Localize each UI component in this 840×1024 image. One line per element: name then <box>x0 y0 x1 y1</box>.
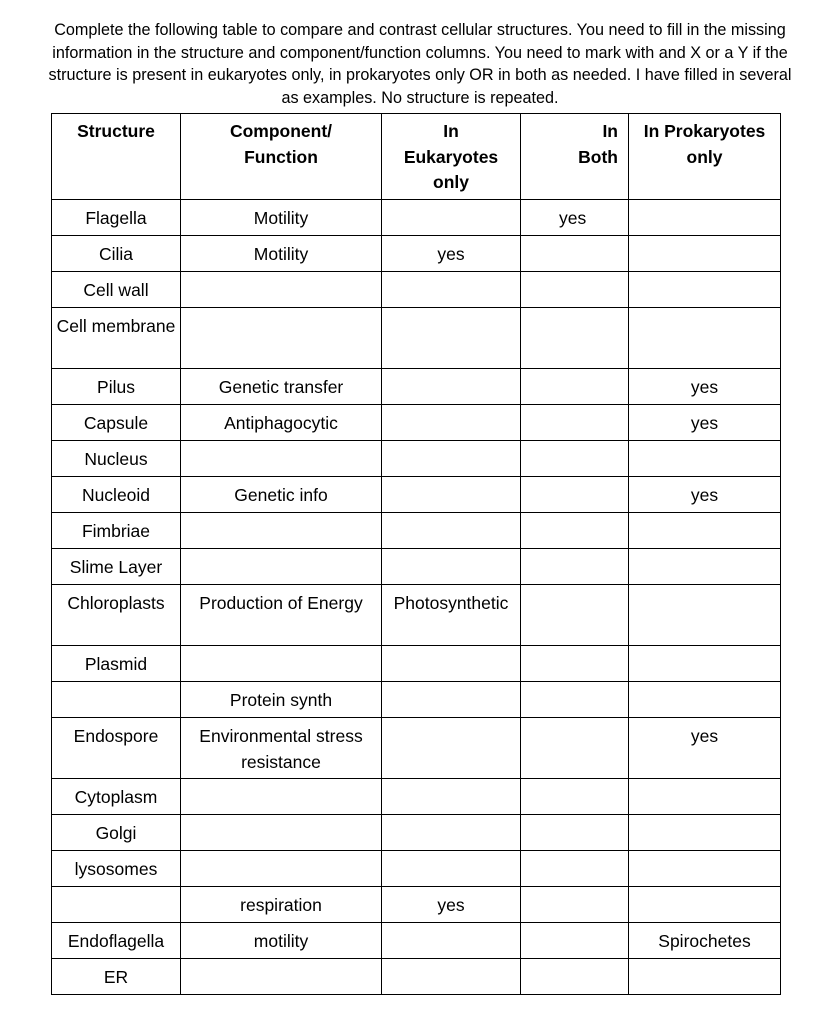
table-row <box>52 405 781 441</box>
cell-structure[interactable]: ER <box>52 959 181 995</box>
cell-prokaryotes[interactable] <box>629 513 781 549</box>
cell-function[interactable]: Motility <box>181 200 382 236</box>
cell-prokaryotes[interactable] <box>629 887 781 923</box>
cell-eukaryotes[interactable] <box>382 405 521 441</box>
table-row <box>52 779 781 815</box>
table-row <box>52 585 781 646</box>
cell-prokaryotes[interactable] <box>629 236 781 272</box>
cell-eukaryotes[interactable]: yes <box>382 887 521 923</box>
cell-eukaryotes[interactable] <box>382 369 521 405</box>
cell-structure[interactable] <box>52 887 181 923</box>
cell-function[interactable] <box>181 779 382 815</box>
cell-function[interactable] <box>181 272 382 308</box>
cell-function[interactable]: Genetic transfer <box>181 369 382 405</box>
cell-structure[interactable]: Flagella <box>52 200 181 236</box>
cell-both[interactable] <box>521 236 629 272</box>
table-row <box>52 851 781 887</box>
cell-both[interactable] <box>521 272 629 308</box>
cell-structure[interactable]: Capsule <box>52 405 181 441</box>
cell-both[interactable] <box>521 477 629 513</box>
cell-structure[interactable]: Golgi <box>52 815 181 851</box>
cell-function[interactable] <box>181 815 382 851</box>
cell-eukaryotes[interactable] <box>382 718 521 779</box>
cell-function[interactable]: Genetic info <box>181 477 382 513</box>
table-row <box>52 441 781 477</box>
cell-function[interactable] <box>181 441 382 477</box>
header-both: In Both <box>521 114 629 200</box>
table-row <box>52 477 781 513</box>
cell-structure[interactable]: Cilia <box>52 236 181 272</box>
cell-function[interactable]: motility <box>181 923 382 959</box>
cell-eukaryotes[interactable] <box>382 923 521 959</box>
cell-prokaryotes[interactable]: Spirochetes <box>629 923 781 959</box>
cell-structure[interactable]: Nucleus <box>52 441 181 477</box>
cell-function[interactable] <box>181 646 382 682</box>
cell-prokaryotes[interactable] <box>629 441 781 477</box>
cell-both[interactable] <box>521 887 629 923</box>
table-row <box>52 308 781 369</box>
cell-both[interactable] <box>521 308 629 369</box>
cell-prokaryotes[interactable] <box>629 200 781 236</box>
table-row <box>52 646 781 682</box>
table-row <box>52 200 781 236</box>
cell-structure[interactable]: Nucleoid <box>52 477 181 513</box>
cell-structure[interactable]: Endoflagella <box>52 923 181 959</box>
cell-function[interactable]: respiration <box>181 887 382 923</box>
cell-both[interactable] <box>521 646 629 682</box>
cell-prokaryotes[interactable] <box>629 272 781 308</box>
table-row <box>52 236 781 272</box>
cell-both[interactable] <box>521 585 629 646</box>
cell-eukaryotes[interactable] <box>382 549 521 585</box>
cell-prokaryotes[interactable] <box>629 549 781 585</box>
cell-both[interactable] <box>521 923 629 959</box>
cell-eukaryotes[interactable] <box>382 200 521 236</box>
cell-structure[interactable]: Plasmid <box>52 646 181 682</box>
cell-function[interactable] <box>181 513 382 549</box>
cell-eukaryotes[interactable] <box>382 646 521 682</box>
cell-structure[interactable]: Cell wall <box>52 272 181 308</box>
cell-eukaryotes[interactable] <box>382 851 521 887</box>
table-row <box>52 369 781 405</box>
header-function: Component/ Function <box>181 114 382 200</box>
cell-function[interactable]: Environmental stress resistance <box>181 718 382 779</box>
cell-eukaryotes[interactable] <box>382 272 521 308</box>
table-row <box>52 923 781 959</box>
cell-both[interactable]: yes <box>521 200 629 236</box>
table-row <box>52 549 781 585</box>
cell-both[interactable] <box>521 682 629 718</box>
cell-function[interactable] <box>181 549 382 585</box>
cell-both[interactable] <box>521 513 629 549</box>
cell-function[interactable] <box>181 308 382 369</box>
cell-eukaryotes[interactable] <box>382 513 521 549</box>
cell-structure[interactable]: Endospore <box>52 718 181 779</box>
table-row <box>52 513 781 549</box>
cell-prokaryotes[interactable] <box>629 585 781 646</box>
instructions-text: Complete the following table to compare and contrast cellular structures. You need to fill in the missing information in the structure and component/function columns. You need to mark with and X or a Y if the structure is present in eukaryotes only, in prokaryotes only OR in both as needed. I have filled in several as examples. No structure is repeated. <box>48 21 792 107</box>
header-eukaryotes-only: In Eukaryotes only <box>382 114 521 200</box>
cell-prokaryotes[interactable]: yes <box>629 477 781 513</box>
cell-structure[interactable]: Chloroplasts <box>52 585 181 646</box>
cell-prokaryotes[interactable]: yes <box>629 718 781 779</box>
cell-structure[interactable]: lysosomes <box>52 851 181 887</box>
cell-function[interactable] <box>181 851 382 887</box>
cell-prokaryotes[interactable] <box>629 646 781 682</box>
cell-eukaryotes[interactable] <box>382 477 521 513</box>
cell-structure[interactable]: Slime Layer <box>52 549 181 585</box>
cell-eukaryotes[interactable] <box>382 682 521 718</box>
cell-both[interactable] <box>521 815 629 851</box>
table-row <box>52 959 781 995</box>
cell-eukaryotes[interactable]: Photosynthetic <box>382 585 521 646</box>
cell-function[interactable]: Production of Energy <box>181 585 382 646</box>
comparison-table <box>51 113 781 995</box>
cell-prokaryotes[interactable]: yes <box>629 405 781 441</box>
cell-structure[interactable]: Fimbriae <box>52 513 181 549</box>
cell-structure[interactable] <box>52 682 181 718</box>
table-row <box>52 682 781 718</box>
cell-structure[interactable]: Pilus <box>52 369 181 405</box>
header-structure: Structure <box>52 114 181 200</box>
table-row <box>52 272 781 308</box>
cell-both[interactable] <box>521 405 629 441</box>
cell-eukaryotes[interactable] <box>382 959 521 995</box>
header-row <box>52 114 781 200</box>
cell-function[interactable]: Motility <box>181 236 382 272</box>
cell-structure[interactable]: Cell membrane <box>52 308 181 369</box>
cell-prokaryotes[interactable] <box>629 779 781 815</box>
cell-eukaryotes[interactable] <box>382 441 521 477</box>
cell-prokaryotes[interactable] <box>629 851 781 887</box>
cell-prokaryotes[interactable] <box>629 959 781 995</box>
cell-both[interactable] <box>521 851 629 887</box>
cell-both[interactable] <box>521 369 629 405</box>
cell-function[interactable]: Antiphagocytic <box>181 405 382 441</box>
cell-eukaryotes[interactable]: yes <box>382 236 521 272</box>
cell-eukaryotes[interactable] <box>382 779 521 815</box>
table-row <box>52 887 781 923</box>
cell-function[interactable]: Protein synth <box>181 682 382 718</box>
cell-both[interactable] <box>521 718 629 779</box>
cell-both[interactable] <box>521 441 629 477</box>
header-prokaryotes-only: In Prokaryotes only <box>629 114 781 200</box>
table-row <box>52 718 781 779</box>
cell-eukaryotes[interactable] <box>382 308 521 369</box>
cell-prokaryotes[interactable] <box>629 308 781 369</box>
cell-structure[interactable]: Cytoplasm <box>52 779 181 815</box>
cell-both[interactable] <box>521 959 629 995</box>
table-row <box>52 815 781 851</box>
cell-both[interactable] <box>521 549 629 585</box>
cell-prokaryotes[interactable] <box>629 815 781 851</box>
cell-function[interactable] <box>181 959 382 995</box>
cell-both[interactable] <box>521 779 629 815</box>
cell-eukaryotes[interactable] <box>382 815 521 851</box>
cell-prokaryotes[interactable] <box>629 682 781 718</box>
cell-prokaryotes[interactable]: yes <box>629 369 781 405</box>
